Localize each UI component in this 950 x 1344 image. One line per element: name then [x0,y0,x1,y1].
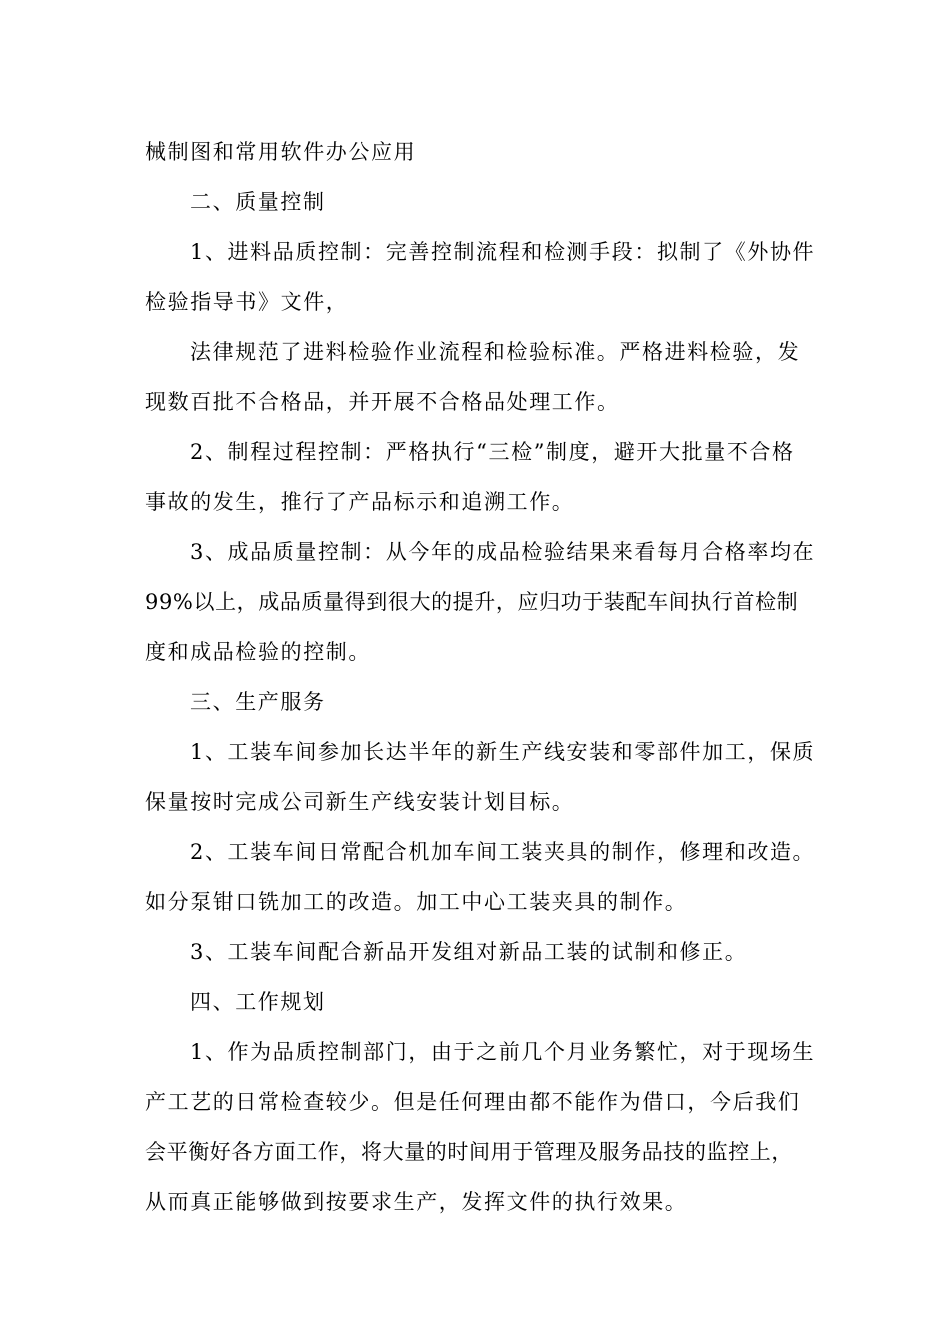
paragraph-line: 产工艺的日常检查较少。但是任何理由都不能作为借口，今后我们 [145,1090,801,1114]
paragraph-line: 事故的发生，推行了产品标示和追溯工作。 [145,490,575,514]
paragraph-line: 1、进料品质控制：完善控制流程和检测手段：拟制了《外协件 [190,240,816,264]
text-line-continuation: 械制图和常用软件办公应用 [145,140,417,164]
paragraph-line: 3、成品质量控制：从今年的成品检验结果来看每月合格率均在 [190,540,816,564]
paragraph-line: 2、制程过程控制：严格执行“三检”制度，避开大批量不合格 [190,440,795,464]
paragraph-line: 法律规范了进料检验作业流程和检验标准。严格进料检验，发 [190,340,801,364]
paragraph-line: 3、工装车间配合新品开发组对新品工装的试制和修正。 [190,940,748,964]
paragraph-line: 检验指导书》文件， [145,290,349,314]
paragraph-line: 1、作为品质控制部门，由于之前几个月业务繁忙，对于现场生 [190,1040,816,1064]
paragraph-line: 1、工装车间参加长达半年的新生产线安装和零部件加工，保质 [190,740,816,764]
section-heading-production-service: 三、生产服务 [190,690,326,714]
paragraph-line: 保量按时完成公司新生产线安装计划目标。 [145,790,575,814]
paragraph-line: 从而真正能够做到按要求生产，发挥文件的执行效果。 [145,1190,688,1214]
paragraph-line: 如分泵钳口铣加工的改造。加工中心工装夹具的制作。 [145,890,688,914]
paragraph-line: 99%以上，成品质量得到很大的提升，应归功于装配车间执行首检制 [145,590,799,614]
paragraph-line: 会平衡好各方面工作，将大量的时间用于管理及服务品技的监控上， [145,1140,793,1164]
paragraph-line: 现数百批不合格品，并开展不合格品处理工作。 [145,390,620,414]
section-heading-work-plan: 四、工作规划 [190,990,326,1014]
paragraph-line: 度和成品检验的控制。 [145,640,371,664]
section-heading-quality-control: 二、质量控制 [190,190,326,214]
paragraph-line: 2、工装车间日常配合机加车间工装夹具的制作，修理和改造。 [190,840,816,864]
